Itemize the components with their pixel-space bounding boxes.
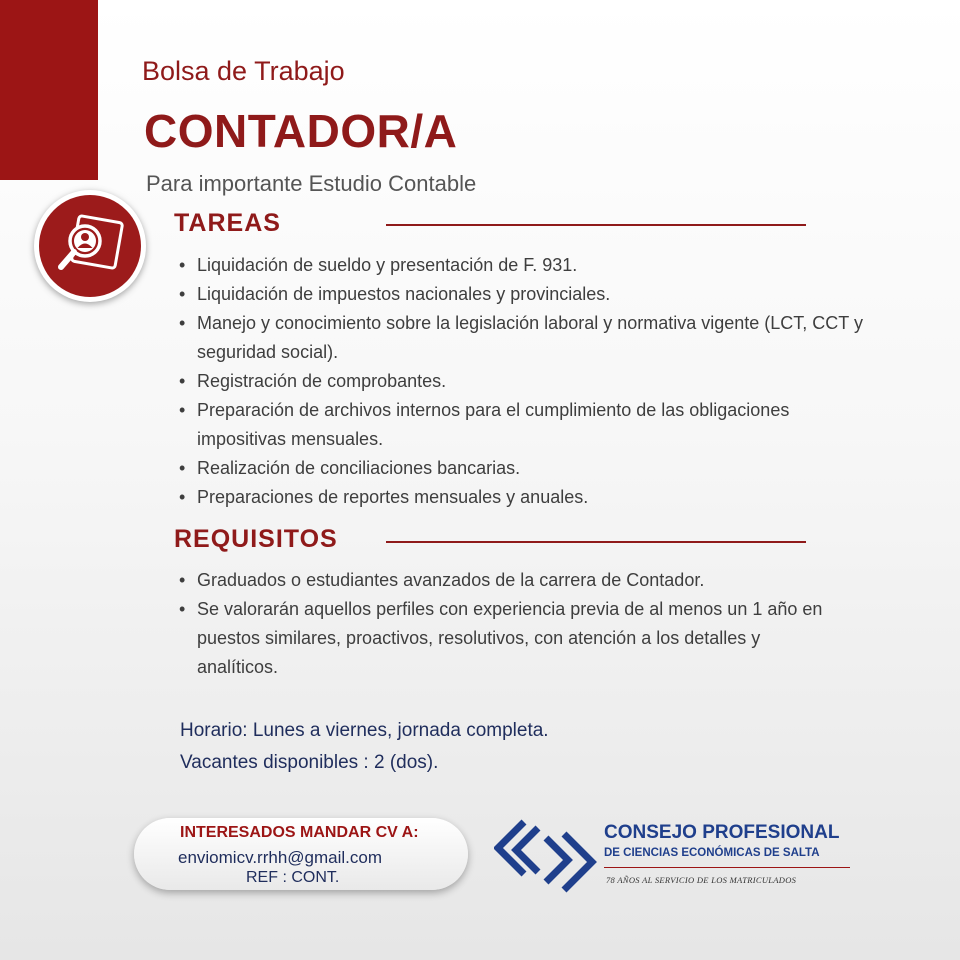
tareas-divider xyxy=(386,224,806,226)
requisitos-list xyxy=(178,566,833,682)
vacantes-text: Vacantes disponibles : 2 (dos). xyxy=(180,752,439,773)
org-tagline: 78 AÑOS AL SERVICIO DE LOS MATRICULADOS xyxy=(606,875,797,885)
tareas-item: • Registración de comprobantes. xyxy=(178,367,868,396)
page-title: CONTADOR/A xyxy=(144,105,458,157)
tareas-item: • Liquidación de impuestos nacionales y provinciales. xyxy=(178,280,868,309)
requisitos-item: • Graduados o estudiantes avanzados de la carrera de Contador. xyxy=(178,566,833,595)
requisitos-heading: REQUISITOS xyxy=(174,525,338,553)
requisitos-item: • Se valorarán aquellos perfiles con experiencia previa de al menos un 1 año en puestos similares, proactivos, resolutivos, con atención a los detalles y analíticos. xyxy=(178,595,833,682)
horario-text: Horario: Lunes a viernes, jornada completa. xyxy=(180,720,549,741)
tareas-item: • Preparación de archivos internos para el cumplimiento de las obligaciones impositivas mensuales. xyxy=(178,396,868,454)
requisitos-divider xyxy=(386,541,806,543)
search-badge xyxy=(34,190,146,302)
red-corner-block xyxy=(0,0,98,180)
magnifier-person-icon xyxy=(39,195,141,297)
tareas-item: • Preparaciones de reportes mensuales y anuales. xyxy=(178,483,868,512)
org-subtitle: DE CIENCIAS ECONÓMICAS DE SALTA xyxy=(604,847,820,859)
tareas-item: • Manejo y conocimiento sobre la legislación laboral y normativa vigente (LCT, CCT y seguridad social). xyxy=(178,309,868,367)
org-name: CONSEJO PROFESIONAL xyxy=(604,822,840,843)
page-kicker: Bolsa de Trabajo xyxy=(142,56,345,86)
org-divider xyxy=(604,867,850,868)
cpce-logo-icon xyxy=(494,816,598,894)
tareas-list xyxy=(178,251,868,512)
tareas-item: • Realización de conciliaciones bancarias. xyxy=(178,454,868,483)
contact-heading: INTERESADOS MANDAR CV A: xyxy=(180,824,419,841)
contact-email[interactable]: enviomicv.rrhh@gmail.com xyxy=(178,848,382,867)
tareas-heading: TAREAS xyxy=(174,209,281,237)
tareas-item: • Liquidación de sueldo y presentación de F. 931. xyxy=(178,251,868,280)
contact-ref: REF : CONT. xyxy=(246,869,340,886)
page-subtitle: Para importante Estudio Contable xyxy=(146,171,477,196)
